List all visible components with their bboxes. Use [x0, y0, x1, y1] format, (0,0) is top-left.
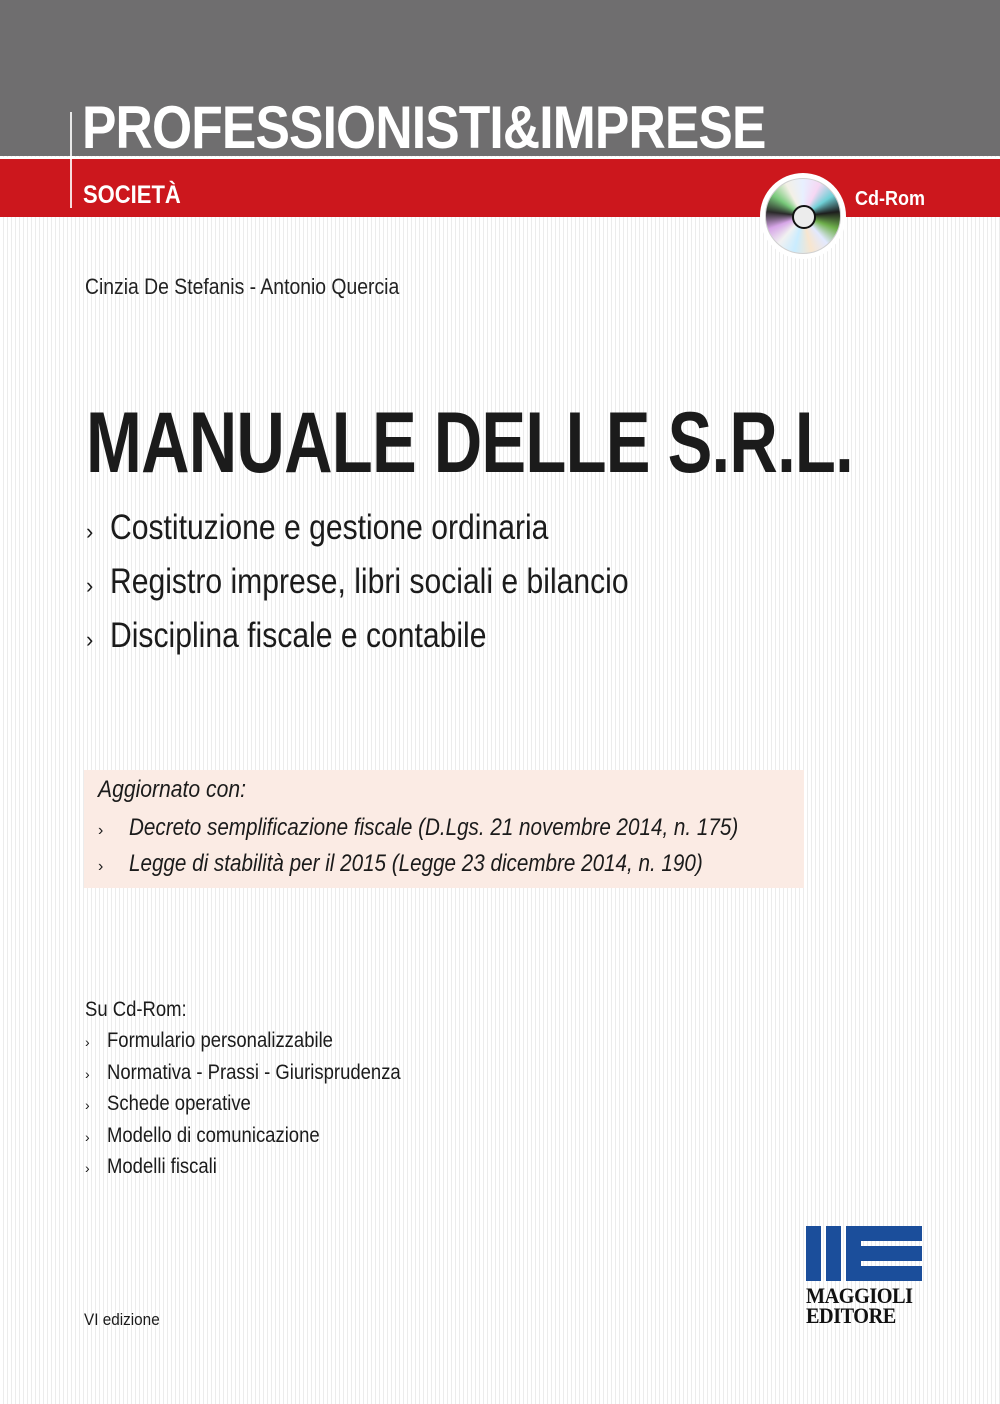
- topic-text: Costituzione e gestione ordinaria: [110, 508, 549, 547]
- maggioli-logo-icon: [806, 1226, 922, 1281]
- cd-content-text: Schede operative: [107, 1092, 251, 1115]
- series-divider: [70, 112, 72, 208]
- cd-content-item: [85, 1155, 441, 1187]
- cd-rom-icon: [760, 173, 846, 259]
- topic-text: Disciplina fiscale e contabile: [110, 616, 487, 655]
- cd-disc: [765, 178, 841, 254]
- update-heading: Aggiornato con:: [98, 776, 246, 803]
- publisher-name: [806, 1283, 913, 1328]
- book-title: MANUALE DELLE S.R.L.: [86, 395, 853, 491]
- topic-text: Registro imprese, libri sociali e bilancio: [110, 562, 629, 601]
- chevron-right-icon: ›: [85, 1097, 90, 1113]
- chevron-right-icon: ›: [85, 1034, 90, 1050]
- chevron-right-icon: ›: [98, 858, 104, 875]
- cd-contents-list: [85, 998, 441, 1187]
- publisher-logo: [806, 1226, 922, 1326]
- topic-item: [86, 562, 713, 616]
- cd-content-item: [85, 1124, 441, 1156]
- cd-content-text: Modello di comunicazione: [107, 1123, 320, 1147]
- topic-item: [86, 616, 713, 670]
- cd-content-item: [85, 1092, 441, 1124]
- cd-content-text: Modelli fiscali: [107, 1155, 217, 1178]
- chevron-right-icon: ›: [86, 573, 94, 598]
- cd-rom-label: Cd-Rom: [855, 188, 925, 210]
- update-box: [84, 770, 804, 888]
- publisher-name-line2: EDITORE: [806, 1303, 896, 1328]
- chevron-right-icon: ›: [86, 627, 94, 652]
- topics-list: [86, 508, 713, 670]
- update-text: Decreto semplificazione fiscale (D.Lgs. 21 novembre 2014, n. 175): [128, 814, 738, 841]
- cd-contents-heading: Su Cd-Rom:: [85, 998, 187, 1021]
- series-title: PROFESSIONISTI&IMPRESE: [82, 94, 766, 161]
- collection-label: SOCIETÀ: [83, 181, 181, 209]
- chevron-right-icon: ›: [85, 1160, 90, 1176]
- authors: Cinzia De Stefanis - Antonio Quercia: [85, 274, 400, 299]
- cd-content-item: [85, 1061, 441, 1093]
- update-item: [98, 814, 837, 842]
- cd-content-text: Normativa - Prassi - Giurisprudenza: [107, 1060, 401, 1084]
- publisher-name-line1: MAGGIOLI: [806, 1283, 913, 1308]
- cd-content-text: Formulario personalizzabile: [107, 1029, 333, 1052]
- chevron-right-icon: ›: [86, 519, 94, 544]
- topic-item: [86, 508, 713, 562]
- edition-label: VI edizione: [84, 1310, 160, 1329]
- chevron-right-icon: ›: [98, 822, 104, 839]
- update-item: [98, 850, 796, 878]
- chevron-right-icon: ›: [85, 1065, 90, 1082]
- cd-content-item: [85, 1029, 441, 1061]
- update-text: Legge di stabilità per il 2015 (Legge 23 dicembre 2014, n. 190): [128, 850, 703, 877]
- cd-hole: [792, 205, 816, 229]
- chevron-right-icon: ›: [85, 1128, 90, 1145]
